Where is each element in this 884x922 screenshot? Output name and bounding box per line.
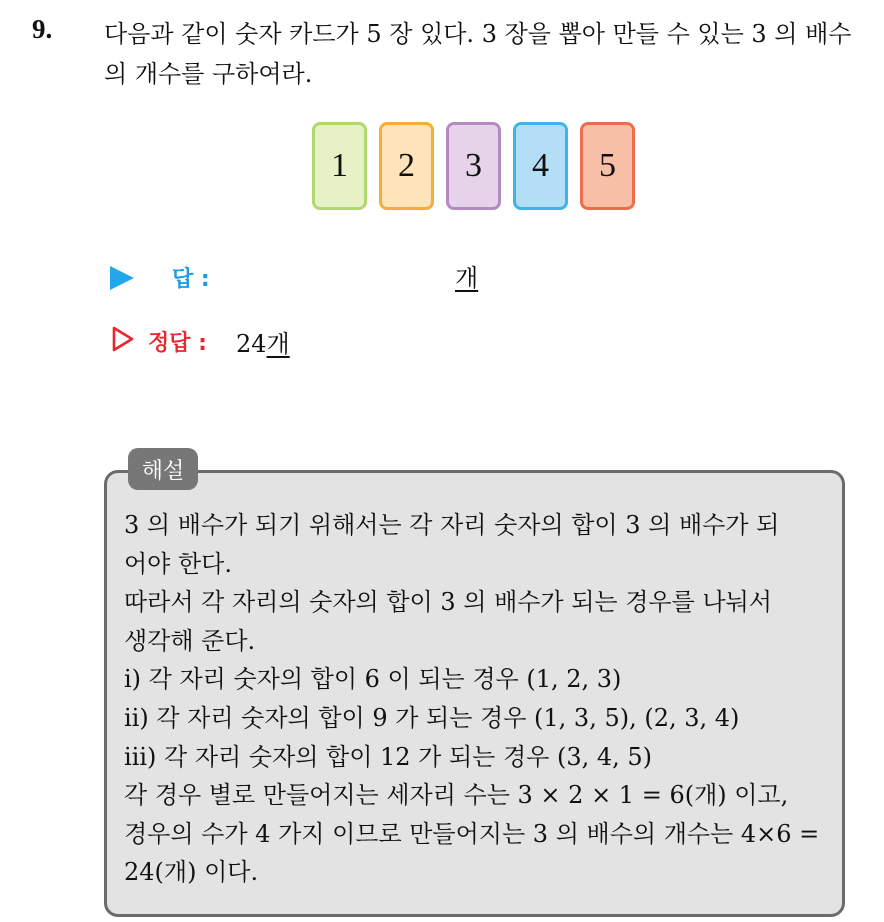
- explanation-line: 생각해 준다.: [124, 626, 256, 655]
- explanation-line: ⅲ) 각 자리 숫자의 합이 12 가 되는 경우 (3, 4, 5): [124, 742, 653, 771]
- explanation-line: 24(개) 이다.: [124, 858, 259, 887]
- number-card: 1: [312, 122, 367, 210]
- explanation-line: 각 경우 별로 만들어지는 세자리 수는 3 × 2 × 1 = 6(개) 이고,: [124, 781, 789, 810]
- number-card: 5: [580, 122, 635, 210]
- explanation-line: 경우의 수가 4 가지 이므로 만들어지는 3 의 배수의 개수는 4×6 =: [124, 819, 820, 848]
- explanation-line: ⅱ) 각 자리 숫자의 합이 9 가 되는 경우 (1, 3, 5), (2, 3, 4): [124, 703, 740, 732]
- correct-answer-row: [110, 322, 510, 362]
- outline-play-icon: [112, 326, 134, 352]
- answer-unit: 개: [455, 264, 479, 292]
- answer-label: 답 :: [172, 267, 210, 292]
- play-icon: [110, 266, 134, 290]
- correct-answer-label: 정답 :: [148, 331, 207, 356]
- explanation-tab: 해설: [128, 448, 198, 490]
- question-text: 다음과 같이 숫자 카드가 5 장 있다. 3 장을 뽑아 만들 수 있는 3 의 배수의 개수를 구하여라.: [104, 20, 852, 88]
- explanation-line: 따라서 각 자리의 숫자의 합이 3 의 배수가 되는 경우를 나눠서: [124, 588, 772, 617]
- number-card: 2: [379, 122, 434, 210]
- number-cards: [312, 122, 635, 210]
- correct-answer-unit: 개: [266, 330, 290, 358]
- explanation-line: ⅰ) 각 자리 숫자의 합이 6 이 되는 경우 (1, 2, 3): [124, 665, 622, 694]
- correct-answer-value: [236, 324, 290, 359]
- explanation-line: 3 의 배수가 되기 위해서는 각 자리 숫자의 합이 3 의 배수가 되: [124, 511, 780, 539]
- answer-row: [110, 258, 530, 298]
- explanation-line: 어야 한다.: [124, 549, 232, 578]
- number-card: 4: [513, 122, 568, 210]
- correct-answer-number: 24: [236, 330, 267, 358]
- explanation-body: [124, 506, 836, 892]
- question-number: 9.: [32, 14, 53, 44]
- number-card: 3: [446, 122, 501, 210]
